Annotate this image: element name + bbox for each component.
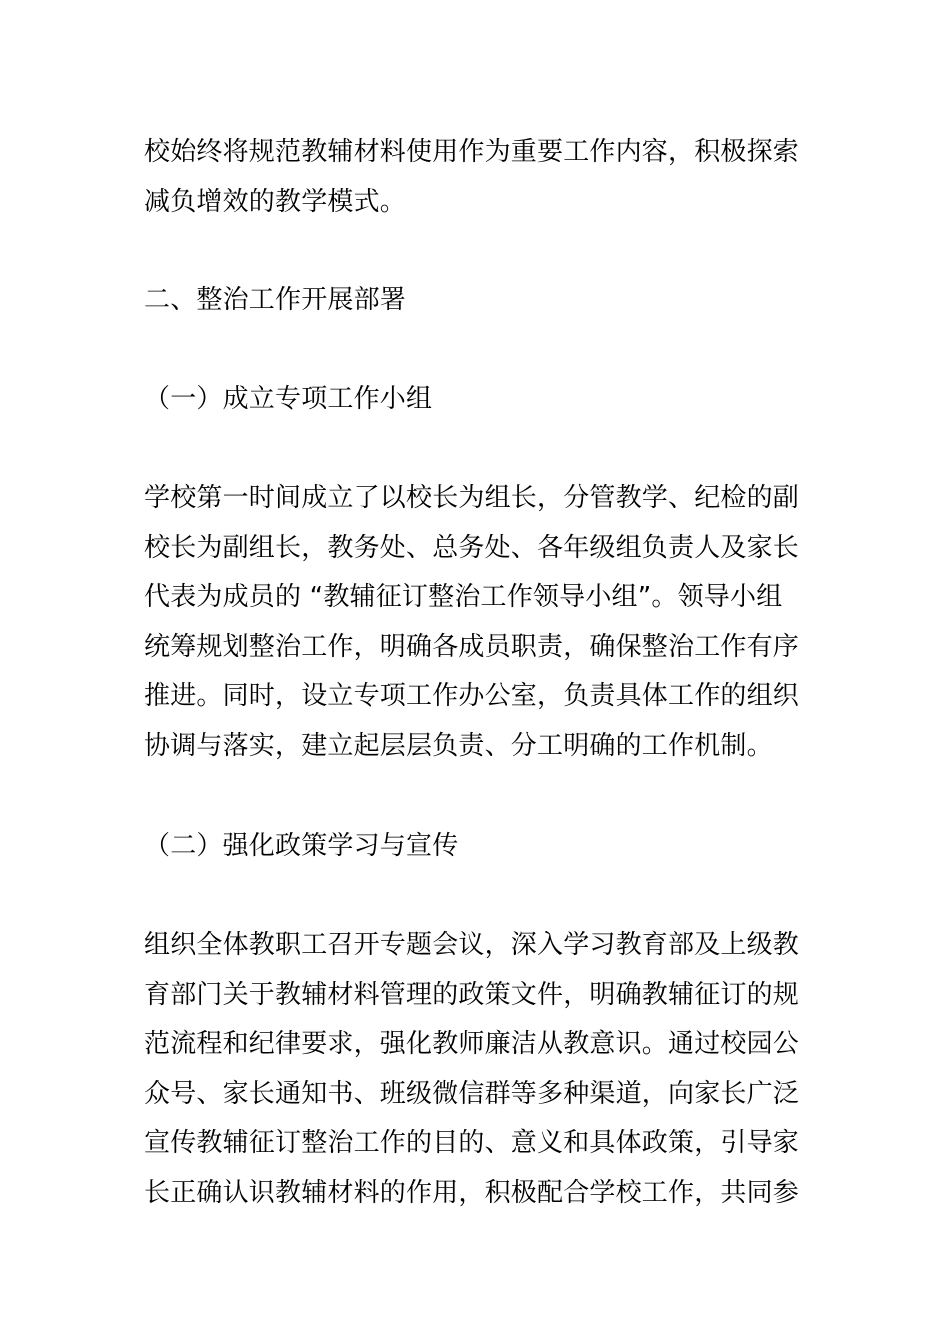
- subheading-text: （一）成立专项工作小组: [144, 384, 433, 414]
- text-line: 育部门关于教辅材料管理的政策文件，明确教辅征订的规: [144, 979, 800, 1010]
- text-line: 推进。同时，设立专项工作办公室，负责具体工作的组织: [144, 681, 800, 711]
- text-line: 组织全体教职工召开专题会议，深入学习教育部及上级教: [144, 930, 800, 960]
- text-line: 校始终将规范教辅材料使用作为重要工作内容，积极探索: [144, 137, 800, 167]
- text-line: 学校第一时间成立了以校长为组长，分管教学、纪检的副: [144, 483, 800, 513]
- paragraph-policy-study: [144, 921, 814, 1218]
- paragraph-intro: [144, 128, 814, 227]
- text-line: 众号、家长通知书、班级微信群等多种渠道，向家长广泛: [144, 1078, 800, 1109]
- subheading-text: （二）强化政策学习与宣传: [144, 831, 459, 861]
- paragraph-working-group: [144, 474, 814, 771]
- text-line: 范流程和纪律要求，强化教师廉洁从教意识。通过校园公: [144, 1029, 800, 1059]
- subsection-heading-1: [144, 375, 814, 425]
- text-line: 校长为副组长，教务处、总务处、各年级组负责人及家长: [144, 532, 800, 563]
- text-line: 统筹规划整治工作，明确各成员职责，确保整治工作有序: [144, 631, 800, 662]
- text-line: 减负增效的教学模式。: [144, 186, 407, 217]
- text-line: 长正确认识教辅材料的作用，积极配合学校工作，共同参: [144, 1177, 800, 1208]
- subsection-heading-2: [144, 822, 814, 872]
- text-line: 代表为成员的 “教辅征订整治工作领导小组”。领导小组: [144, 582, 783, 612]
- text-line: 协调与落实，建立起层层负责、分工明确的工作机制。: [144, 730, 773, 761]
- section-heading: [144, 276, 814, 326]
- text-line: 宣传教辅征订整治工作的目的、意义和具体政策，引导家: [144, 1128, 800, 1158]
- heading-text: 二、整治工作开展部署: [144, 285, 407, 315]
